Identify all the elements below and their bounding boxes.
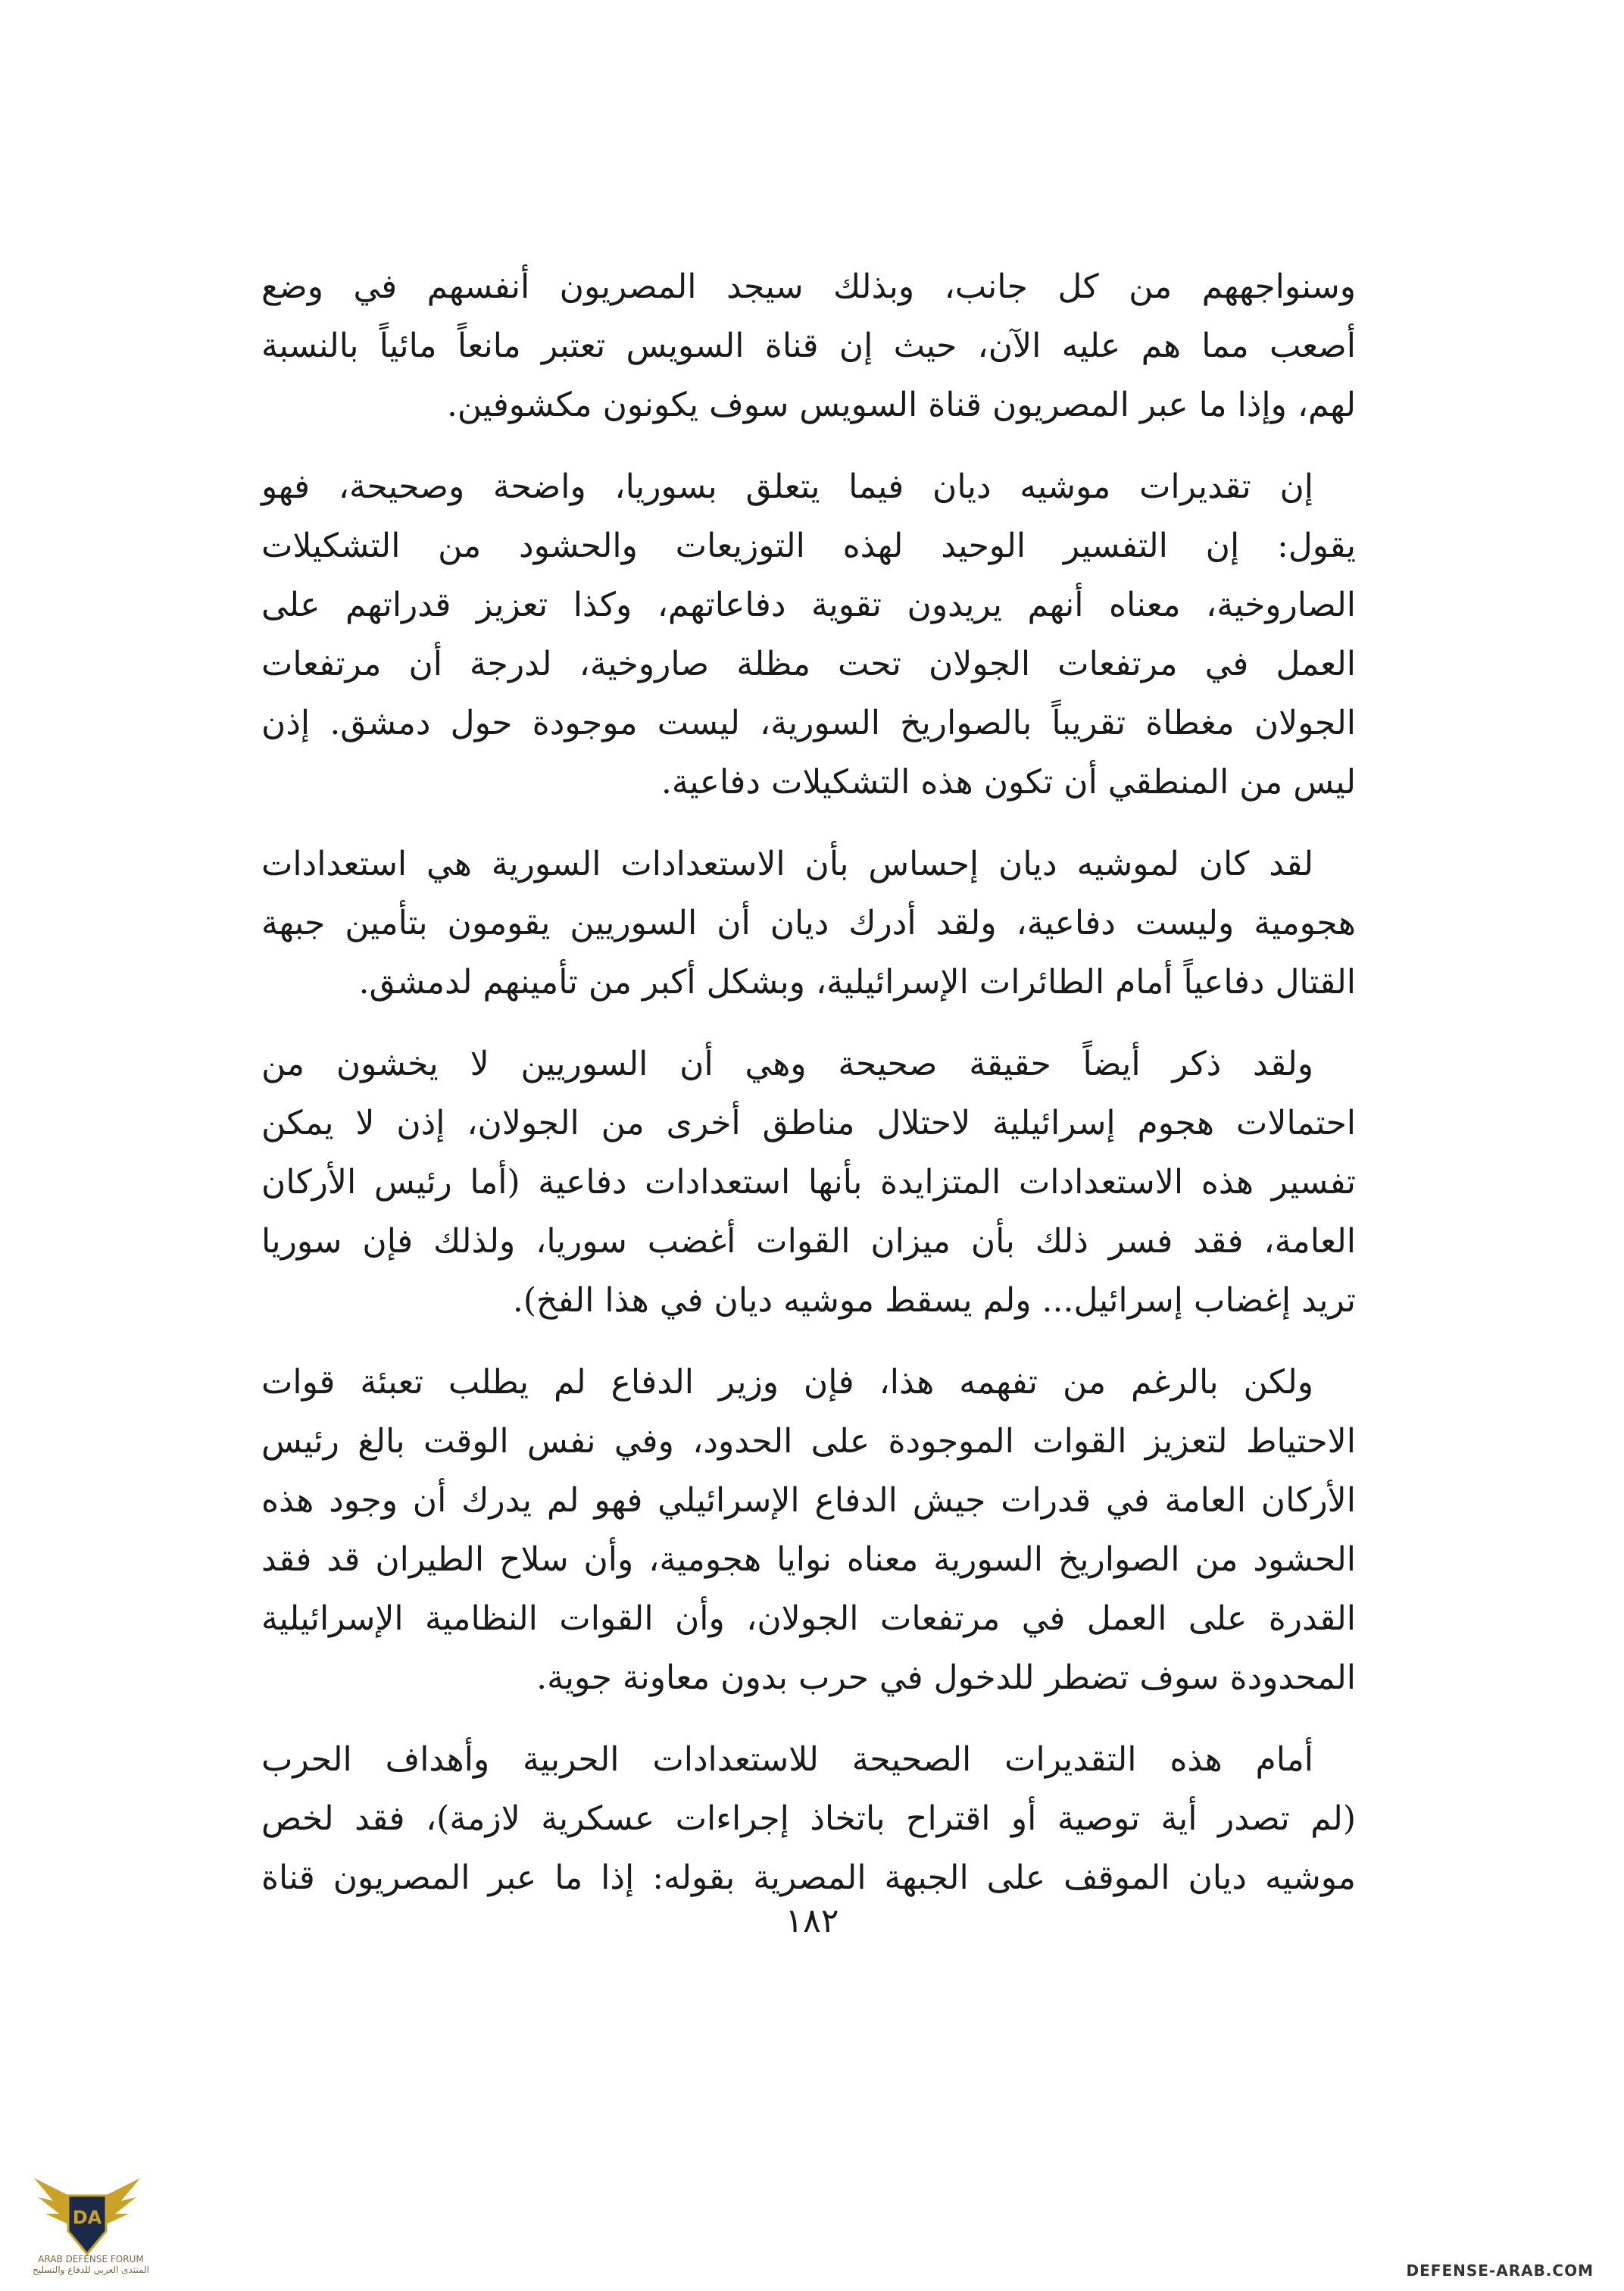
paragraph-4 <box>261 1035 1356 1330</box>
text-line: يقول: إن التفسير الوحيد لهذه التوزيعات والحشود من التشكيلات <box>261 527 1356 565</box>
text-line: ليس من المنطقي أن تكون هذه التشكيلات دفاعية. <box>661 763 1356 802</box>
text-line: احتمالات هجوم إسرائيلية لاحتلال مناطق أخرى من الجولان، إذن لا يمكن <box>261 1104 1356 1142</box>
text-line: الاحتياط لتعزيز القوات الموجودة على الحدود، وفي نفس الوقت بالغ رئيس <box>261 1422 1356 1461</box>
page-number: ١٨٢ <box>785 1902 839 1940</box>
text-line: الحشود من الصواريخ السورية معناه نوايا هجومية، وأن سلاح الطيران قد فقد <box>261 1540 1356 1579</box>
text-line: موشيه ديان الموقف على الجبهة المصرية بقوله: إذا ما عبر المصريون قناة <box>261 1858 1356 1897</box>
text-line: العمل في مرتفعات الجولان تحت مظلة صاروخية، لدرجة أن مرتفعات <box>261 645 1356 683</box>
text-line: الجولان مغطاة تقريباً بالصواريخ السورية، ليست موجودة حول دمشق. إذن <box>261 704 1356 742</box>
text-line: لهم، وإذا ما عبر المصريون قناة السويس سوف يكونون مكشوفين. <box>446 386 1356 424</box>
text-line: وسنواجههم من كل جانب، وبذلك سيجد المصريون أنفسهم في وضع <box>261 267 1356 306</box>
text-line: الأركان العامة في قدرات جيش الدفاع الإسرائيلي فهو لم يدرك أن وجود هذه <box>261 1481 1356 1520</box>
forum-brand <box>15 2254 167 2275</box>
site-watermark: DEFENSE-ARAB.COM <box>1406 2261 1594 2280</box>
text-line: ولكن بالرغم من تفهمه هذا، فإن وزير الدفاع لم يطلب تعبئة قوات <box>261 1363 1313 1402</box>
paragraph-6 <box>261 1730 1356 1908</box>
text-line: أصعب مما هم عليه الآن، حيث إن قناة السويس تعتبر مانعاً مائياً بالنسبة <box>261 327 1356 365</box>
text-line: (لم تصدر أية توصية أو اقتراح باتخاذ إجراءات عسكرية لازمة)، فقد لخص <box>261 1799 1356 1838</box>
forum-brand-ar: المنتدى العربي للدفاع والتسليح <box>33 2264 149 2275</box>
paragraph-1 <box>261 258 1356 435</box>
text-line: الصاروخية، معناه أنهم يريدون تقوية دفاعاتهم، وكذا تعزيز قدراتهم على <box>261 586 1356 624</box>
text-line: تريد إغضاب إسرائيل... ولم يسقط موشيه ديان في هذا الفخ). <box>512 1281 1356 1320</box>
paragraph-5 <box>261 1353 1356 1708</box>
page-body <box>261 258 1356 1930</box>
text-line: هجومية وليست دفاعية، ولقد أدرك ديان أن السوريين يقومون بتأمين جبهة <box>261 904 1356 942</box>
text-line: المحدودة سوف تضطر للدخول في حرب بدون معاونة جوية. <box>536 1658 1356 1697</box>
text-line: إن تقديرات موشيه ديان فيما يتعلق بسوريا، واضحة وصحيحة، فهو <box>261 467 1313 506</box>
text-line: العامة، فقد فسر ذلك بأن ميزان القوات أغضب سوريا، ولذلك فإن سوريا <box>261 1222 1356 1261</box>
text-line: القتال دفاعياً أمام الطائرات الإسرائيلية، وبشكل أكبر من تأمينهم لدمشق. <box>358 963 1356 1002</box>
text-line: لقد كان لموشيه ديان إحساس بأن الاستعدادات السورية هي استعدادات <box>261 845 1313 883</box>
text-line: القدرة على العمل في مرتفعات الجولان، وأن القوات النظامية الإسرائيلية <box>261 1599 1356 1638</box>
text-line: أمام هذه التقديرات الصحيحة للاستعدادات الحربية وأهداف الحرب <box>261 1740 1313 1779</box>
forum-brand-en: ARAB DEFENSE FORUM <box>38 2254 144 2264</box>
paragraph-2 <box>261 458 1356 812</box>
paragraph-3 <box>261 835 1356 1012</box>
logo-initials: DA <box>72 2207 102 2228</box>
text-line: ولقد ذكر أيضاً حقيقة صحيحة وهي أن السوريين لا يخشون من <box>261 1045 1313 1083</box>
text-line: تفسير هذه الاستعدادات المتزايدة بأنها استعدادات دفاعية (أما رئيس الأركان <box>261 1163 1356 1202</box>
